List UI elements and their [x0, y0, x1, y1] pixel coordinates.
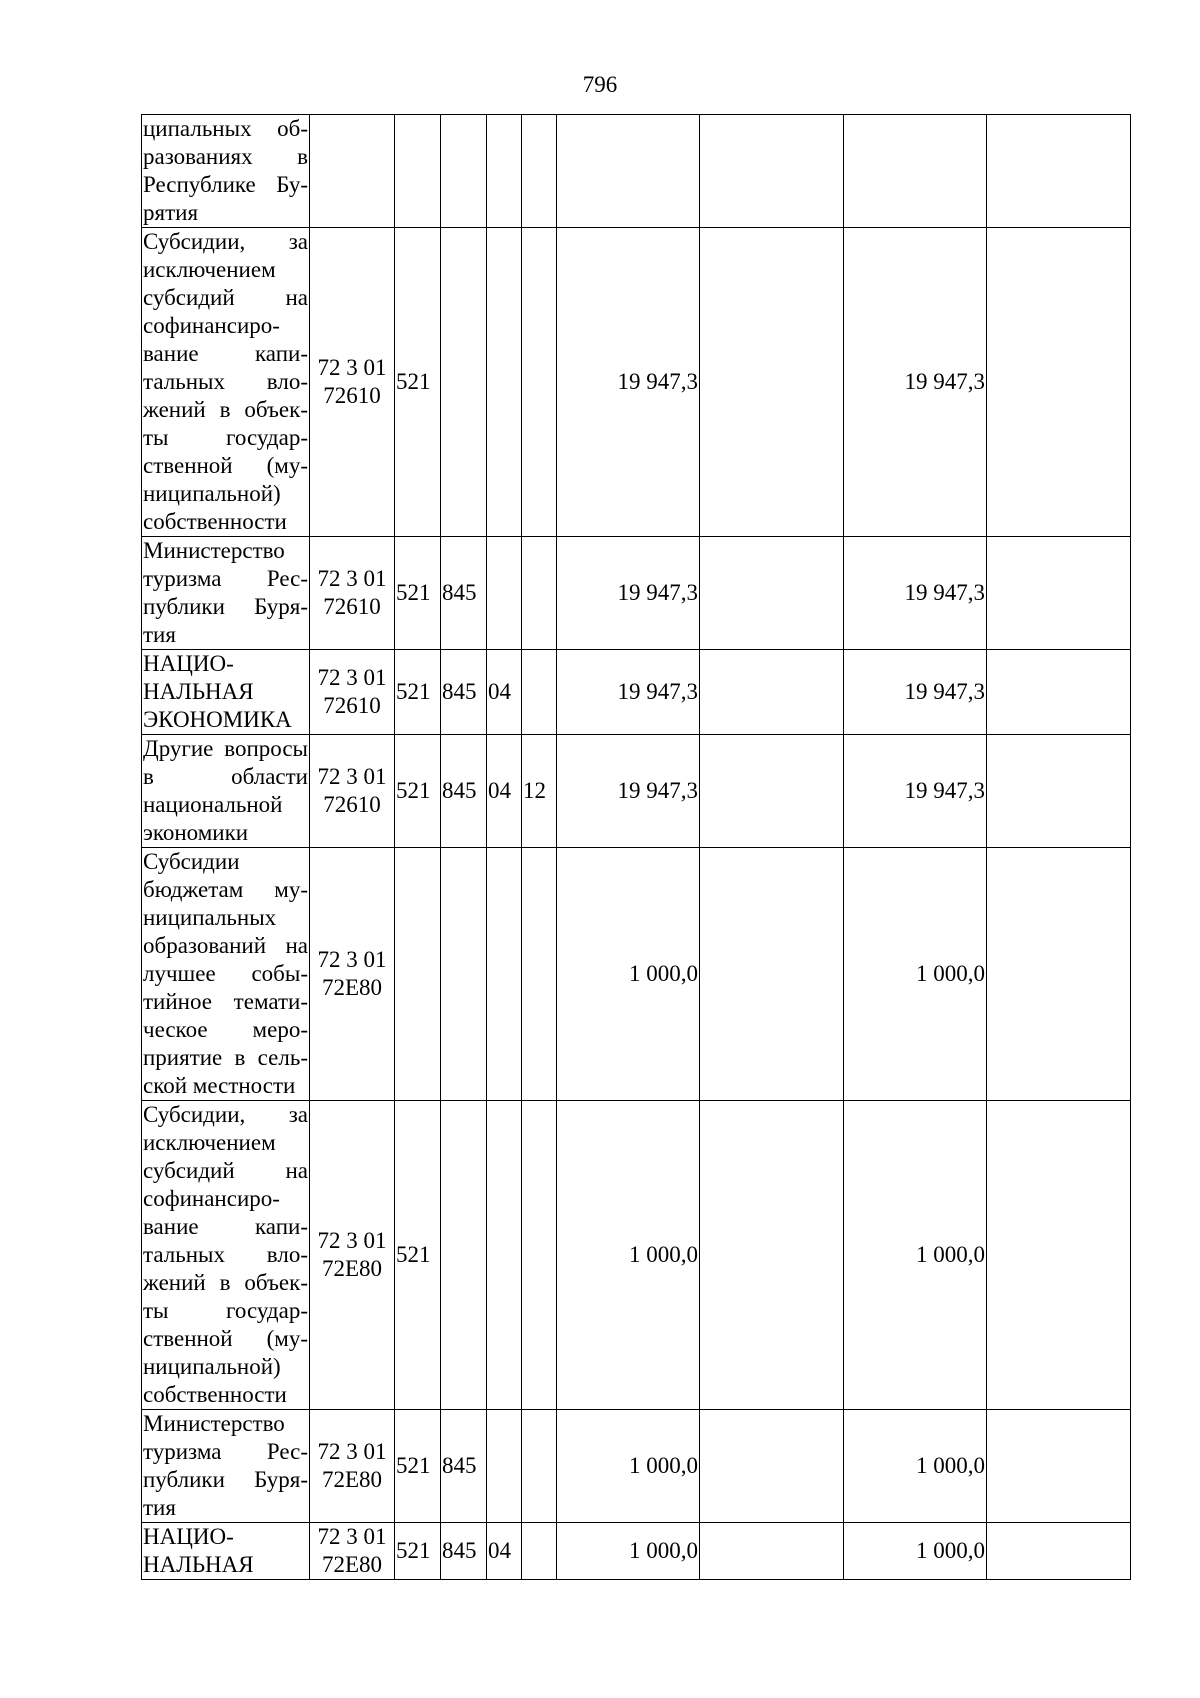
row-expense-type: 521 [395, 537, 441, 650]
row-ministry-code [441, 115, 487, 228]
row-amount-1: 19 947,3 [557, 735, 700, 848]
row-amount-2 [700, 735, 844, 848]
row-amount-3: 19 947,3 [844, 735, 987, 848]
target-code-line1: 72 3 01 [317, 566, 387, 591]
row-amount-2 [700, 1101, 844, 1410]
row-subsection [522, 537, 557, 650]
row-amount-3: 19 947,3 [844, 537, 987, 650]
row-ministry-code [441, 848, 487, 1101]
budget-table [141, 114, 1131, 1580]
row-amount-1: 1 000,0 [557, 1410, 700, 1523]
row-amount-3: 1 000,0 [844, 1410, 987, 1523]
row-amount-1: 19 947,3 [557, 228, 700, 537]
target-code-line1: 72 3 01 [317, 665, 387, 690]
row-name: Субсидии, за исключением субсидий на софинансирование капитальных вложений в объекты государственной (муниципальной) собственности [142, 1101, 310, 1410]
row-name: Субсидии бюджетам муниципальных образований на лучшее событийное тематическое мероприятие в сельской местности [142, 848, 310, 1101]
row-target-code [310, 228, 395, 537]
row-subsection [522, 115, 557, 228]
row-amount-3: 19 947,3 [844, 650, 987, 735]
row-expense-type: 521 [395, 1410, 441, 1523]
row-expense-type: 521 [395, 735, 441, 848]
row-target-code [310, 537, 395, 650]
target-code-line1: 72 3 01 [317, 1228, 387, 1253]
row-ministry-code [441, 228, 487, 537]
row-section [487, 115, 522, 228]
row-section: 04 [487, 1523, 522, 1580]
row-target-code [310, 848, 395, 1101]
row-target-code [310, 1523, 395, 1580]
table-row [142, 537, 1131, 650]
row-amount-2 [700, 650, 844, 735]
row-ministry-code: 845 [441, 650, 487, 735]
row-ministry-code [441, 1101, 487, 1410]
row-amount-1: 1 000,0 [557, 848, 700, 1101]
row-target-code [310, 650, 395, 735]
row-amount-3: 1 000,0 [844, 1523, 987, 1580]
row-expense-type [395, 115, 441, 228]
target-code-line2: 72610 [323, 792, 381, 817]
row-amount-2 [700, 537, 844, 650]
row-section: 04 [487, 735, 522, 848]
row-section [487, 848, 522, 1101]
row-name: ципальных образованиях в Республике Бурятия [142, 115, 310, 228]
row-amount-1: 19 947,3 [557, 650, 700, 735]
page-number: 796 [582, 72, 618, 97]
row-amount-4 [987, 650, 1131, 735]
table-row [142, 650, 1131, 735]
row-ministry-code: 845 [441, 735, 487, 848]
row-subsection: 12 [522, 735, 557, 848]
row-amount-1: 1 000,0 [557, 1523, 700, 1580]
row-amount-3: 1 000,0 [844, 1101, 987, 1410]
budget-table-body [142, 115, 1131, 1580]
row-ministry-code: 845 [441, 1523, 487, 1580]
row-section [487, 1410, 522, 1523]
target-code-line2: 72610 [323, 693, 381, 718]
row-target-code [310, 1410, 395, 1523]
table-row [142, 1410, 1131, 1523]
table-row [142, 848, 1131, 1101]
target-code-line1: 72 3 01 [317, 764, 387, 789]
row-amount-1 [557, 115, 700, 228]
row-amount-3: 1 000,0 [844, 848, 987, 1101]
row-amount-2 [700, 115, 844, 228]
row-section: 04 [487, 650, 522, 735]
row-amount-1: 19 947,3 [557, 537, 700, 650]
row-subsection [522, 1410, 557, 1523]
row-amount-2 [700, 848, 844, 1101]
row-ministry-code: 845 [441, 537, 487, 650]
target-code-line1: 72 3 01 [317, 1439, 387, 1464]
target-code-line1: 72 3 01 [317, 947, 387, 972]
target-code-line2: 72E80 [321, 1552, 383, 1577]
target-code-line2: 72E80 [321, 1467, 383, 1492]
row-subsection [522, 1523, 557, 1580]
row-amount-4 [987, 1523, 1131, 1580]
row-target-code [310, 115, 395, 228]
row-target-code [310, 1101, 395, 1410]
row-amount-4 [987, 115, 1131, 228]
target-code-line1: 72 3 01 [317, 1524, 387, 1549]
row-name: Министерство туризма Республики Бурятия [142, 537, 310, 650]
row-section [487, 228, 522, 537]
row-subsection [522, 848, 557, 1101]
row-expense-type: 521 [395, 1523, 441, 1580]
table-row [142, 1101, 1131, 1410]
target-code-line2: 72610 [323, 383, 381, 408]
row-name: Министерство туризма Республики Бурятия [142, 1410, 310, 1523]
table-row [142, 1523, 1131, 1580]
row-amount-1: 1 000,0 [557, 1101, 700, 1410]
row-amount-2 [700, 228, 844, 537]
row-subsection [522, 228, 557, 537]
row-amount-3 [844, 115, 987, 228]
row-target-code [310, 735, 395, 848]
row-amount-2 [700, 1410, 844, 1523]
row-name: Другие вопросы в области национальной экономики [142, 735, 310, 848]
row-amount-4 [987, 228, 1131, 537]
row-amount-3: 19 947,3 [844, 228, 987, 537]
row-amount-4 [987, 1101, 1131, 1410]
row-section [487, 537, 522, 650]
row-name: Субсидии, за исключением субсидий на софинансирование капитальных вложений в объекты государственной (муниципальной) собственности [142, 228, 310, 537]
target-code-line1: 72 3 01 [317, 355, 387, 380]
row-expense-type: 521 [395, 1101, 441, 1410]
table-row [142, 735, 1131, 848]
row-section [487, 1101, 522, 1410]
table-row [142, 115, 1131, 228]
row-name: НАЦИОНАЛЬНАЯ [142, 1523, 310, 1580]
row-subsection [522, 1101, 557, 1410]
row-expense-type: 521 [395, 228, 441, 537]
row-amount-4 [987, 848, 1131, 1101]
row-ministry-code: 845 [441, 1410, 487, 1523]
row-amount-4 [987, 735, 1131, 848]
row-amount-4 [987, 537, 1131, 650]
row-subsection [522, 650, 557, 735]
row-amount-4 [987, 1410, 1131, 1523]
row-name: НАЦИОНАЛЬНАЯ ЭКОНОМИКА [142, 650, 310, 735]
row-amount-2 [700, 1523, 844, 1580]
target-code-line2: 72E80 [321, 1256, 383, 1281]
row-expense-type: 521 [395, 650, 441, 735]
target-code-line2: 72E80 [321, 975, 383, 1000]
row-expense-type [395, 848, 441, 1101]
table-row [142, 228, 1131, 537]
target-code-line2: 72610 [323, 594, 381, 619]
